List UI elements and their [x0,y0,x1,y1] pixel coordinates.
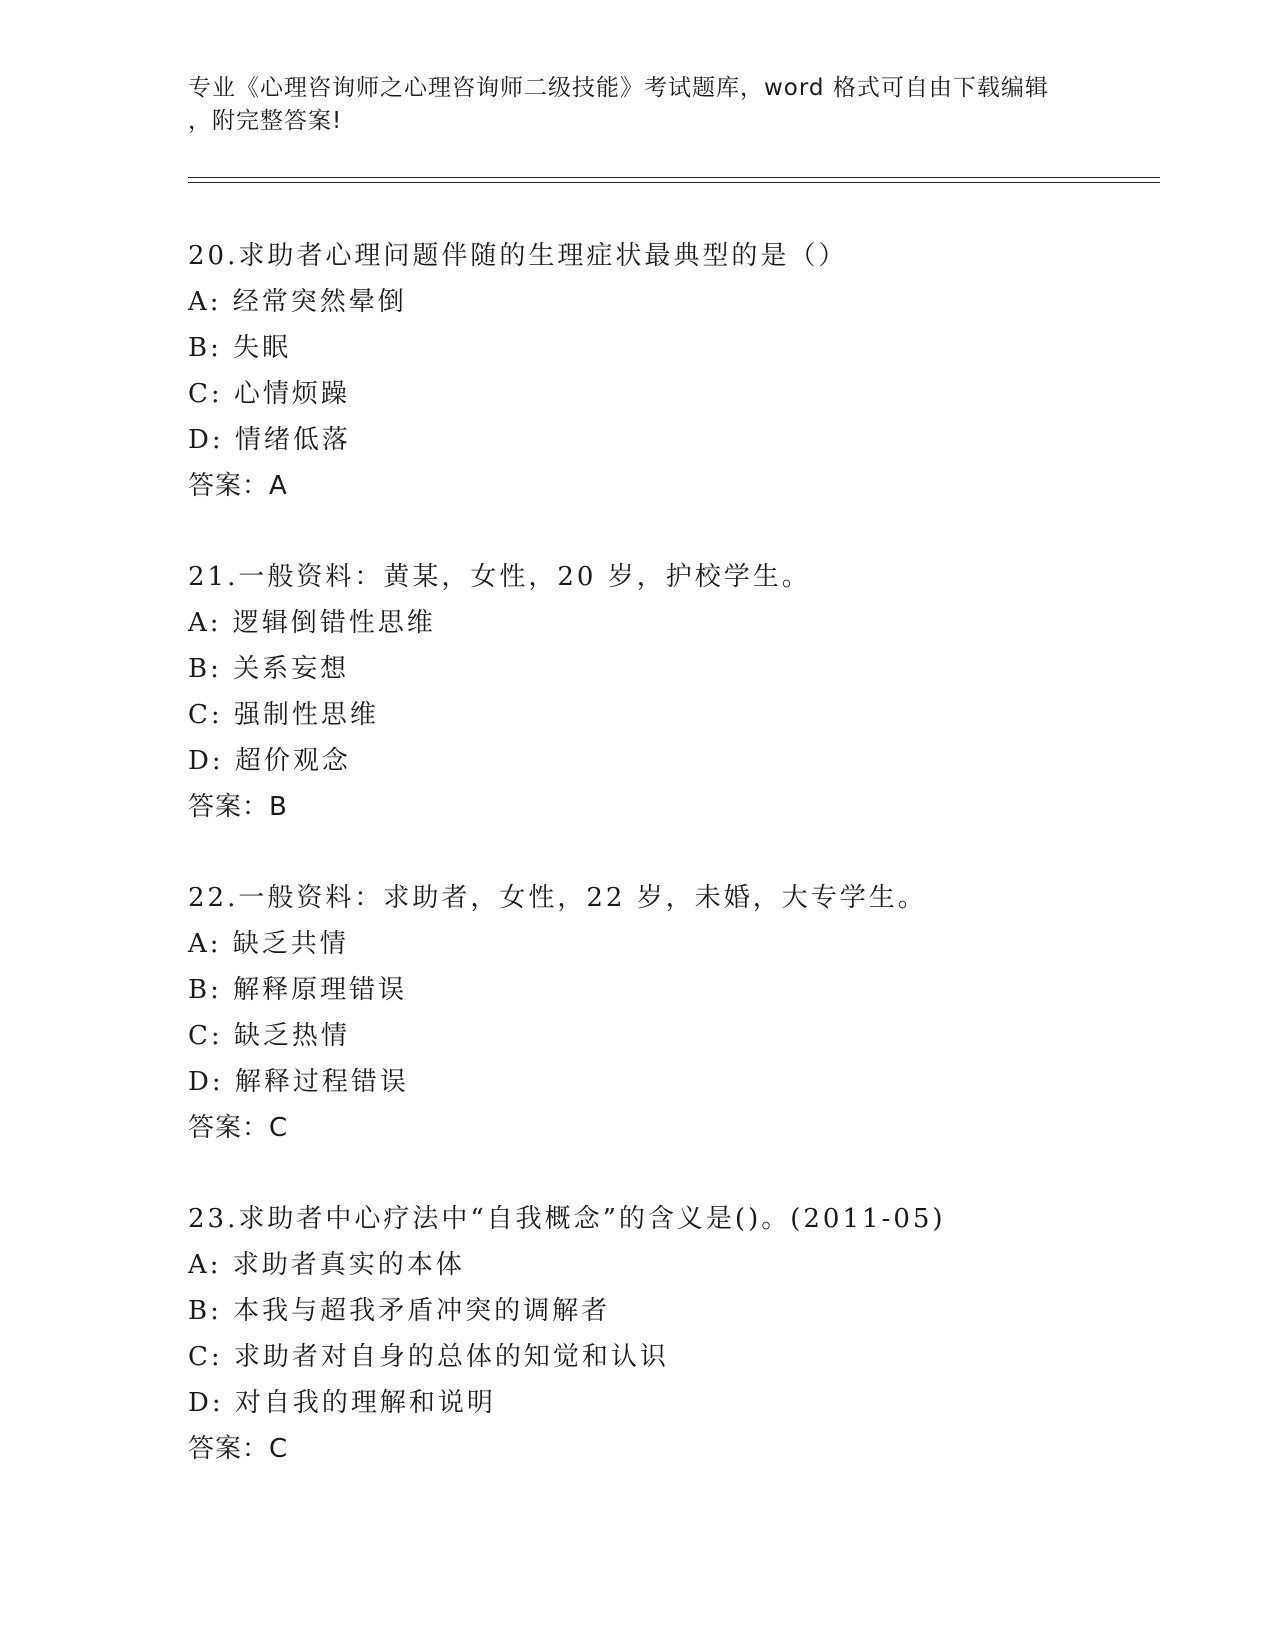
option-b: B: 失眠 [188,333,292,363]
option-a: A: 经常突然晕倒 [188,287,407,317]
header-line-1: 专业《心理咨询师之心理咨询师二级技能》考试题库，word 格式可自由下载编辑 [188,75,1049,101]
option-a: A: 求助者真实的本体 [188,1250,465,1280]
option-b: B: 本我与超我矛盾冲突的调解者 [188,1296,611,1326]
header-divider-bottom [188,182,1160,183]
header-divider-top [188,177,1160,178]
option-a: A: 逻辑倒错性思维 [188,608,436,638]
question-stem: 23.求助者中心疗法中“自我概念”的含义是()。(2011-05) [188,1204,946,1234]
option-a: A: 缺乏共情 [188,929,349,959]
option-c: C: 求助者对自身的总体的知觉和认识 [188,1342,669,1372]
question-21 [188,554,1188,830]
answer: 答案：A [188,471,288,501]
question-20 [188,233,1188,509]
option-d: D: 超价观念 [188,746,351,776]
document-header [188,72,1088,138]
option-c: C: 缺乏热情 [188,1021,350,1051]
header-line-2: ，附完整答案! [188,108,343,134]
question-stem: 20.求助者心理问题伴随的生理症状最典型的是（） [188,241,848,271]
option-d: D: 情绪低落 [188,425,351,455]
option-c: C: 心情烦躁 [188,379,350,409]
question-22 [188,875,1188,1151]
answer: 答案：C [188,1113,289,1143]
answer: 答案：B [188,792,288,822]
question-stem: 21.一般资料：黄某，女性，20 岁，护校学生。 [188,562,811,592]
option-c: C: 强制性思维 [188,700,379,730]
answer: 答案：C [188,1434,289,1464]
question-23 [188,1196,1188,1472]
question-stem: 22.一般资料：求助者，女性，22 岁，未婚，大专学生。 [188,883,927,913]
option-b: B: 关系妄想 [188,654,350,684]
option-d: D: 对自我的理解和说明 [188,1388,496,1418]
option-d: D: 解释过程错误 [188,1067,409,1097]
option-b: B: 解释原理错误 [188,975,408,1005]
